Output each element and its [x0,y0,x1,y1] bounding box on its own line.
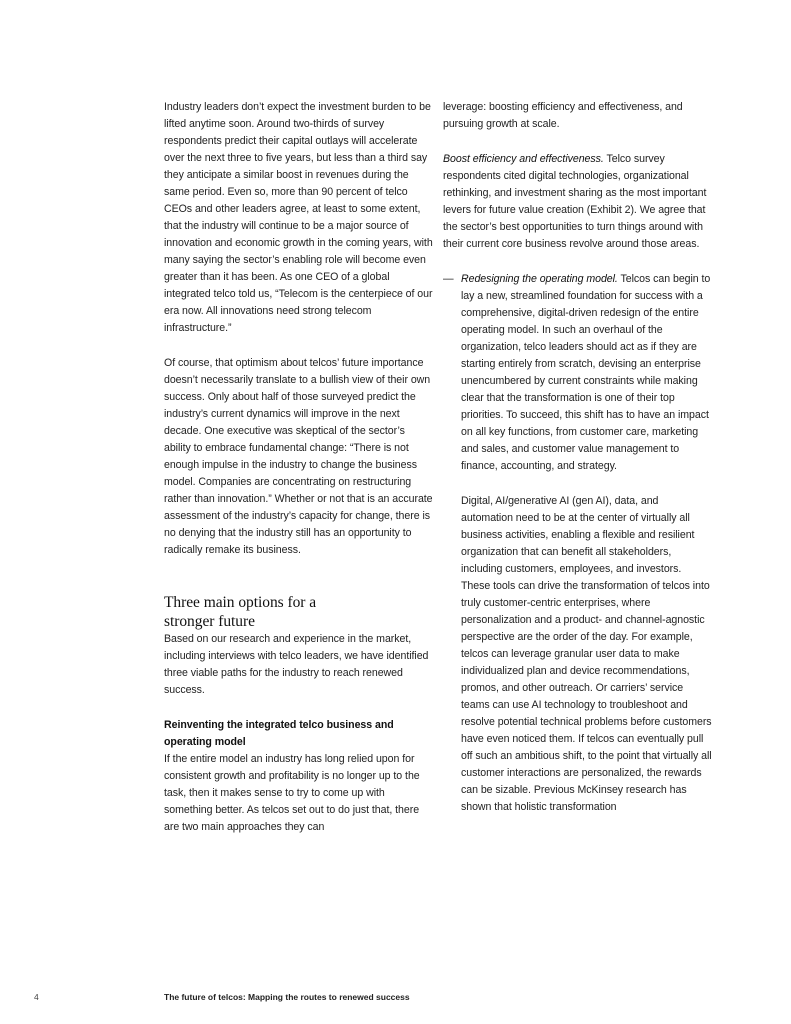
bullet-continuation-paragraph: Digital, AI/generative AI (gen AI), data, and automation need to be at the center of virtually all business activities, enabling a flexible and resilient organization that can benefit all stakeholders, including customers, employees, and investors. These tools can drive the transformation of telcos into truly customer-centric enterprises, where personalization and a product- and channel-agnostic perspective are the order of the day. For example, telcos can leverage granular user data to make individualized plan and device recommendations, promos, and other outreach. Or carriers’ service teams can use AI technology to troubleshoot and resolve potential technical problems before customers have even noticed them. If telcos can eventually pull off such an ambitious shift, to the point that virtually all customer interactions are personalized, the rewards can be sizable. Previous McKinsey research has shown that holistic transformation [461,495,712,813]
body-paragraph: Based on our research and experience in the market, including interviews with telco leaders, we have identified three viable paths for the industry to reach renewed success. [164,633,429,696]
body-paragraph: Of course, that optimism about telcos’ future importance doesn’t necessarily translate to a bullish view of their own success. Only about half of those surveyed predict the industry’s current dynamics will improve in the next decade. One executive was skeptical of the sector’s ability to embrace fundamental change: “There is not enough impulse in the industry to change the business model. Companies are concentrating on restructuring rather than innovation.” Whether or not that is an accurate assessment of the industry’s capacity for change, there is no denying that the industry still has an opportunity to radically remake its business. [164,357,433,556]
paragraph-text: Telco survey respondents cited digital technologies, organizational rethinking, and investment sharing as the most important levers for future value creation (Exhibit 2). We agree that the sector’s best opportunities to turn things around with their current core business revolve around those areas. [443,153,707,250]
bullet-item [443,271,713,475]
left-column [164,99,434,836]
body-paragraph: leverage: boosting efficiency and effectiveness, and pursuing growth at scale. [443,101,683,130]
body-paragraph [443,151,713,253]
footer-document-title: The future of telcos: Mapping the routes to renewed success [164,992,410,1002]
section-heading: Three main options for a stronger future [164,594,317,630]
body-paragraph: Industry leaders don’t expect the investment burden to be lifted anytime soon. Around two-thirds of survey respondents predict their capital outlays will accelerate over the next three to five years, but less than a third say they anticipate a similar boost in revenues during the same period. Even so, more than 90 percent of telco CEOs and other leaders agree, at least to some extent, that the industry will continue to be a major source of innovation and economic growth in the coming years, with many saying the sector’s enabling role will become even greater than it has been. As one CEO of a global integrated telco told us, “Telecom is the centerpiece of our era now. All innovations need strong telecom infrastructure.” [164,101,433,334]
subsection-heading: Reinventing the integrated telco business and operating model [164,719,394,748]
bullet-lead-in: Redesigning the operating model. [461,273,618,285]
body-paragraph: If the entire model an industry has long relied upon for consistent growth and profitability is no longer up to the task, then it makes sense to try to come up with something better. As telcos set out to do just that, there are two main approaches they can [164,753,420,833]
paragraph-lead-in: Boost efficiency and effectiveness. [443,153,604,165]
dash-bullet-marker: — [443,273,454,285]
bullet-text: Telcos can begin to lay a new, streamlined foundation for success with a comprehensive, digital-driven redesign of the entire operating model. In such an overhaul of the organization, telco leaders should act as if they are starting entirely from scratch, devising an enterprise unencumbered by current constraints while making clear that the transformation is one of their top priorities. To succeed, this shift has to have an impact on all key functions, from customer care, marketing and sales, and customer value management to finance, accounting, and strategy. [461,273,711,472]
right-column [443,99,713,816]
page-number: 4 [34,992,39,1002]
